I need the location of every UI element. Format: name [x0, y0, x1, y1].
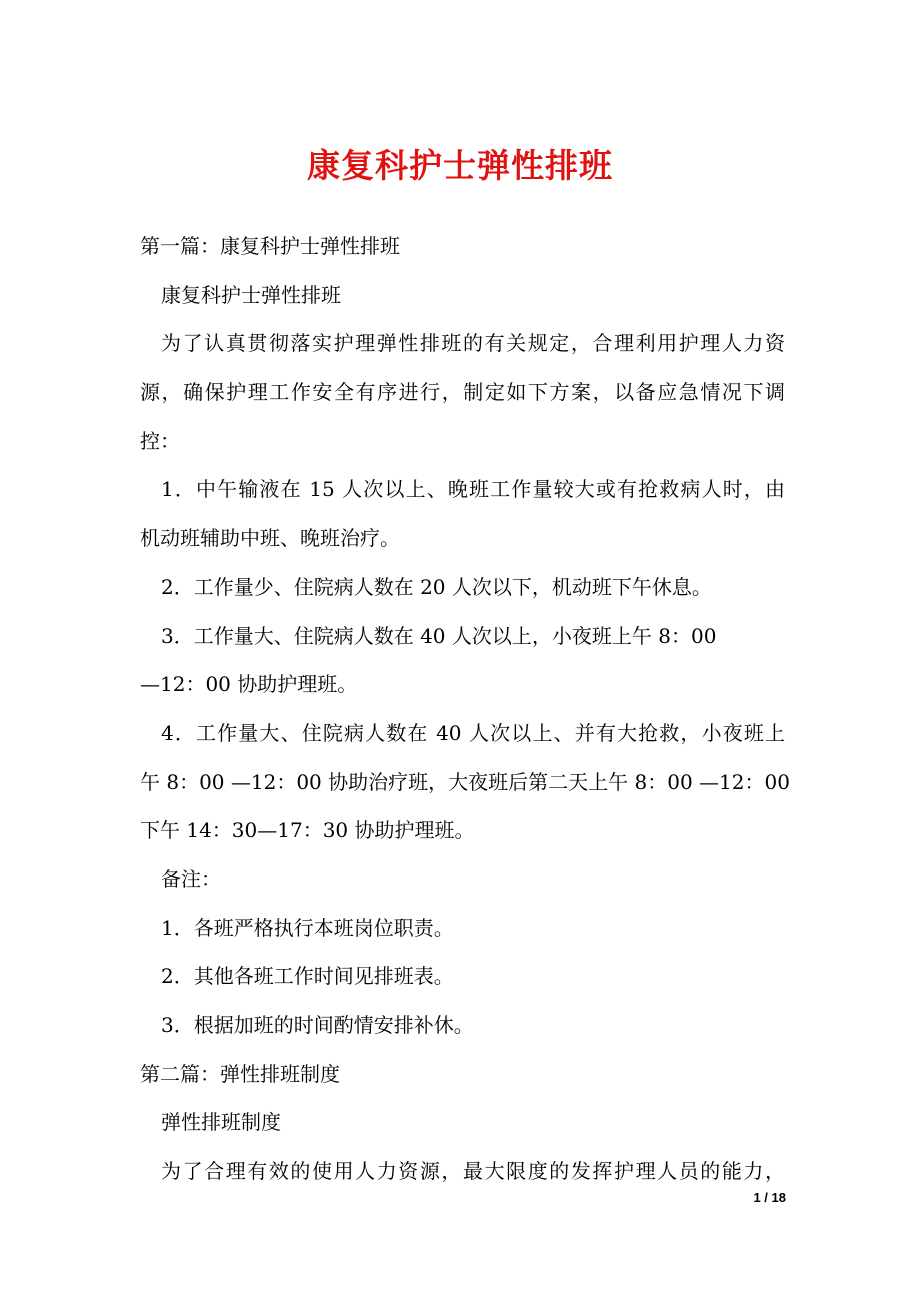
- section-subtitle-2: 弹性排班制度: [161, 1110, 281, 1135]
- list-item-line: —12：00 协助护理班。: [140, 672, 358, 697]
- note-item: 2．其他各班工作时间见排班表。: [161, 964, 454, 989]
- document-title: 康复科护士弹性排班: [307, 146, 613, 185]
- list-item-line: 下午 14：30—17：30 协助护理班。: [140, 818, 475, 843]
- notes-heading: 备注：: [161, 866, 221, 891]
- paragraph-line: 为了合理有效的使用人力资源，最大限度的发挥护理人员的能力，: [161, 1159, 785, 1184]
- section-subtitle-1: 康复科护士弹性排班: [161, 282, 341, 307]
- document-body: [140, 222, 790, 1196]
- list-item-line: 3．工作量大、住院病人数在 40 人次以上，小夜班上午 8：00: [161, 623, 717, 648]
- list-item-line: 4．工作量大、住院病人数在 40 人次以上、并有大抢救，小夜班上: [161, 720, 785, 745]
- note-item: 1．各班严格执行本班岗位职责。: [161, 915, 454, 940]
- list-item-line: 机动班辅助中班、晚班治疗。: [140, 526, 400, 551]
- paragraph-line: 为了认真贯彻落实护理弹性排班的有关规定，合理利用护理人力资: [161, 331, 785, 356]
- section-heading-2: 第二篇：弹性排班制度: [140, 1061, 340, 1086]
- list-item-line: 2．工作量少、住院病人数在 20 人次以下，机动班下午休息。: [161, 574, 712, 599]
- list-item-line: 午 8：00 —12：00 协助治疗班，大夜班后第二天上午 8：00 —12：00: [140, 769, 790, 794]
- paragraph-line: 源，确保护理工作安全有序进行，制定如下方案，以备应急情况下调: [140, 380, 785, 405]
- paragraph-line: 控：: [140, 428, 180, 453]
- list-item-line: 1．中午输液在 15 人次以上、晚班工作量较大或有抢救病人时，由: [161, 477, 785, 502]
- page-number: 1 / 18: [753, 1190, 786, 1205]
- section-heading-1: 第一篇：康复科护士弹性排班: [140, 234, 400, 258]
- note-item: 3．根据加班的时间酌情安排补休。: [161, 1013, 474, 1037]
